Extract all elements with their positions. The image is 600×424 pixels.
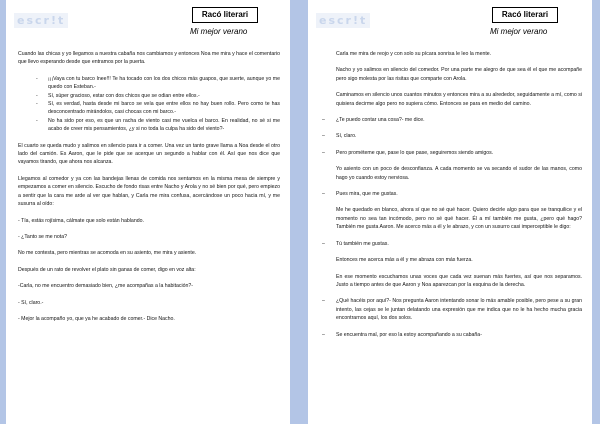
right-page-text — [322, 50, 582, 347]
right-page — [308, 0, 592, 424]
dialogue-line: – Pero prométeme que, pase lo que pase, seguiremos siendo amigos. — [322, 149, 582, 157]
paragraph: En ese momento escuchamos unas voces que cada vez suenan más fuertes, así que nos separamos. Justo a tiempo antes de que Aaron y Noa aparezcan por la esquina de la derecha. — [336, 273, 582, 288]
dialogue-line: - Sí, claro.- — [18, 299, 44, 306]
dialogue-line: – Se encuentra mal, por eso la estoy acompañando a su cabaña- — [322, 331, 582, 339]
section-title: Racó literari — [192, 7, 258, 23]
dialogue-line: - ¿Tanto se me nota? — [18, 233, 68, 240]
magazine-logo: escr!t — [14, 13, 68, 28]
magazine-logo: escr!t — [316, 13, 370, 28]
dialogue-line: – Pues mira, que me gustas. — [322, 190, 582, 198]
left-page — [6, 0, 290, 424]
section-title: Racó literari — [492, 7, 558, 23]
paragraph: Llegamos al comedor y ya con las bandejas llenas de comida nos sentamos en la misma mesa de siempre y empezamos a comer en silencio. Escucho de fondo risas entre Nacho y Arola y no sé bien por qué, pero empiezo a sentir que la cara me arde al ver que hablan, y Carla me mira confusa, acercándose un poco hacia mí, y me susurra al oído: — [18, 175, 280, 208]
list-item: - Sí, es verdad, hasta desde mi barco se veía que entre ellos no hay buen rollo. Pero como te has desconcentrado mirándolos, casi chocas con mi barco.- — [48, 100, 280, 117]
dialogue-line: -Carla, no me encuentro demasiado bien, ¿me acompañas a la habitación?- — [18, 283, 194, 290]
dialogue-line: – ¿Te puedo contar una cosa?- me dice. — [322, 116, 582, 124]
paragraph: Nacho y yo salimos en silencio del comedor. Por una parte me alegro de que sea él el que me acompañe pero sigo molesta por las risitas que comparte con Arola. — [336, 67, 582, 82]
paragraph: Yo asiento con un poco de desconfianza. A cada momento se va secando el sudor de las manos, como hago yo cuando estoy nerviosa. — [336, 166, 582, 181]
dialogue-list — [18, 75, 280, 134]
paragraph: Cuando las chicas y yo llegamos a nuestra cabaña nos cambiamos y entonces Noa me mira y hace el comentario que llevo esperando desde que entramos por la puerta. — [18, 51, 280, 66]
dialogue-line: – ¿Qué hacéis por aquí?- Nos pregunta Aaron intentando sonar lo más amable posible, pero pese a su gran intento, las cejas se le juntan delatando una expresión que me indica que no le ha hecho mucha gracia encontrarnos aquí, los dos solos. — [322, 297, 582, 322]
paragraph: Después de un rato de revolver el plato sin ganas de comer, digo en voz alta: — [18, 266, 196, 273]
paragraph: Me he quedado en blanco, ahora sí que no sé qué hacer. Quiero decirle algo para que se tranquilice y el momento no sea tan incómodo, pero no sé qué hacer. Él a mí también me gusta, ¿pero qué hago? También me gusta Aaron. Me acerco más a él y le abrazo, y con un susurro casi imperceptible le digo: — [336, 207, 582, 231]
dialogue-line: – Sí, claro. — [322, 132, 582, 140]
dialogue-line: – Tú también me gustas. — [322, 240, 582, 248]
paragraph: Caminamos en silencio unos cuantos minutos y entonces mira a su alrededor, seguidamente a mí, como si quisiera decirme algo pero no supiera cómo. Entonces se para en medio del camino. — [336, 92, 582, 107]
list-item: - Sí, súper gracioso, estar con dos chicos que se odian entre ellos.- — [48, 92, 280, 100]
paragraph: Entonces me acerca más a él y me abraza con más fuerza. — [336, 257, 473, 264]
left-page-text — [18, 50, 280, 331]
list-item: - ¡¡¡Vaya con tu barco Inee!!! Te ha tocado con los dos chicos más guapos, que suerte, aunque yo me quedo con Esteban.- — [48, 75, 280, 92]
paragraph: Carla me mira de reojo y con solo su pícara sonrisa le leo la mente. — [336, 51, 492, 57]
story-title: Mi mejor verano — [490, 27, 548, 36]
dialogue-line: - Tía, estás rojísima, cálmate que solo están hablando. — [18, 217, 144, 224]
story-title: Mi mejor verano — [190, 27, 248, 36]
dialogue-line: - Mejor la acompaño yo, que ya he acabado de comer.- Dice Nacho. — [18, 315, 175, 322]
paragraph: No me contesta, pero mientras se acomoda en su asiento, me mira y asiente. — [18, 250, 197, 257]
paragraph: El cuarto se queda mudo y salimos en silencio para ir a comer. Una vez un tanto grave llama a Noa desde el otro lado del camión. Es Aaron, que le pide que se acerque un segundo a hablar con él. Así que nos dice que vayamos tirando, que ahora nos alcanza. — [18, 142, 280, 166]
list-item: - No ha sido por eso, es que un racha de viento casi me vuelca el barco. En realidad, no sé si me acabo de creer mis pensamientos, ¿y si no toda la culpa ha sido del viento?- — [48, 117, 280, 134]
